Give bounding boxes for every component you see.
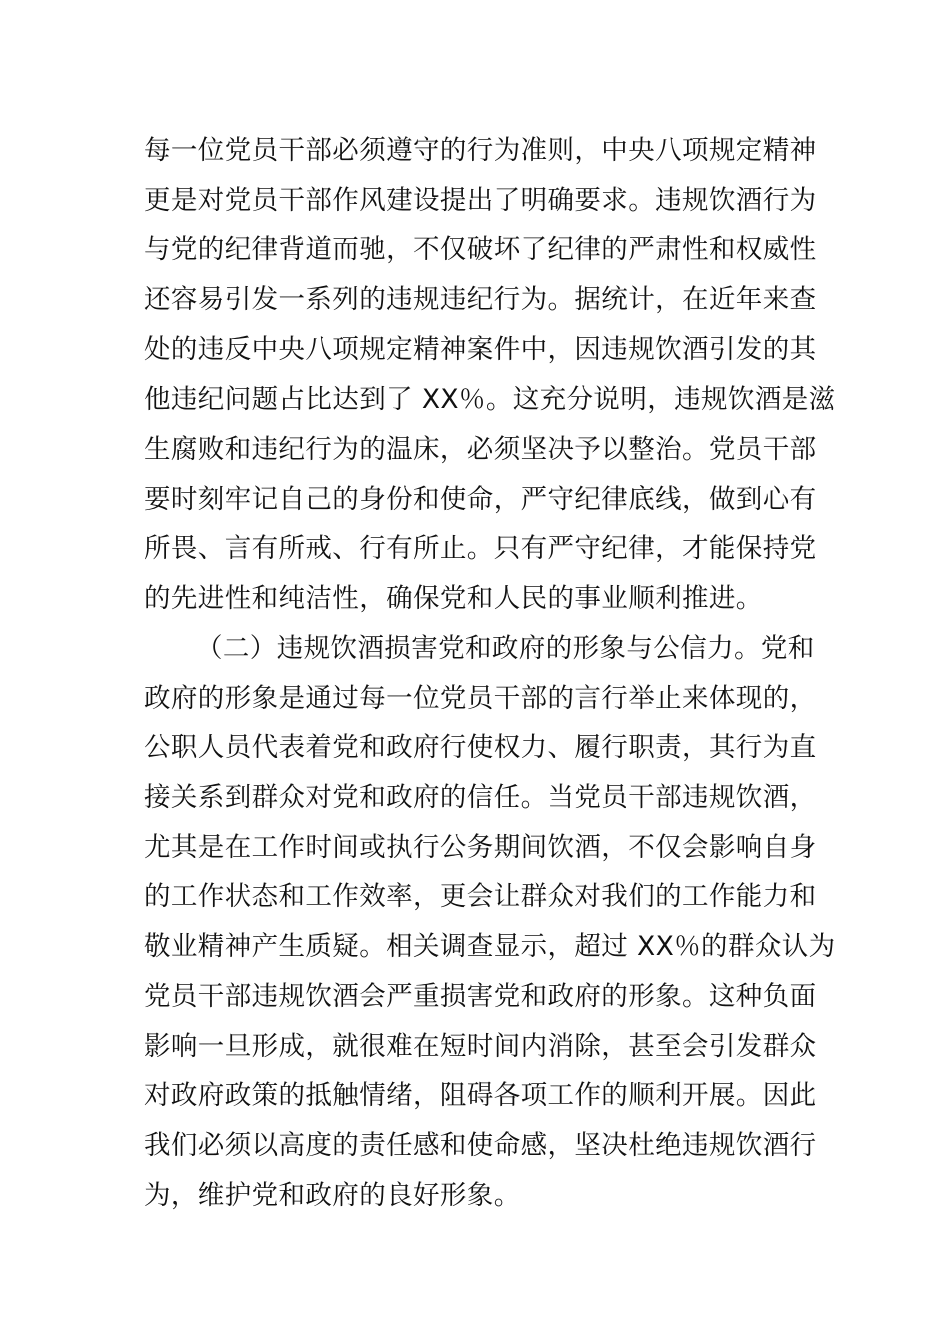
text-line: 他违纪问题占比达到了 XX％。这充分说明，违规饮酒是滋: [144, 384, 836, 415]
text-line: 政府的形象是通过每一位党员干部的言行举止来体现的，: [144, 683, 817, 714]
text-line: 更是对党员干部作风建设提出了明确要求。违规饮酒行为: [144, 185, 817, 216]
text-line: 的先进性和纯洁性，确保党和人民的事业顺利推进。: [144, 583, 763, 614]
text-line: 接关系到群众对党和政府的信任。当党员干部违规饮酒，: [144, 782, 817, 813]
text-line: 我们必须以高度的责任感和使命感，坚决杜绝违规饮酒行: [144, 1130, 817, 1161]
text-line: 影响一旦形成，就很难在短时间内消除，甚至会引发群众: [144, 1031, 817, 1062]
text-line: 处的违反中央八项规定精神案件中，因违规饮酒引发的其: [144, 334, 817, 365]
text-line: 对政府政策的抵触情绪，阻碍各项工作的顺利开展。因此: [144, 1080, 817, 1111]
text-line: 的工作状态和工作效率，更会让群众对我们的工作能力和: [144, 881, 817, 912]
section-heading-line: （二）违规饮酒损害党和政府的形象与公信力。党和: [196, 633, 815, 664]
text-line: 所畏、言有所戒、行有所止。只有严守纪律，才能保持党: [144, 533, 817, 564]
text-line: 与党的纪律背道而驰，不仅破坏了纪律的严肃性和权威性: [144, 234, 817, 265]
text-line: 要时刻牢记自己的身份和使命，严守纪律底线，做到心有: [144, 484, 817, 515]
text-line: 党员干部违规饮酒会严重损害党和政府的形象。这种负面: [144, 981, 817, 1012]
text-line: 敬业精神产生质疑。相关调查显示，超过 XX％的群众认为: [144, 931, 836, 962]
text-line: 为，维护党和政府的良好形象。: [144, 1180, 521, 1211]
text-line: 每一位党员干部必须遵守的行为准则，中央八项规定精神: [144, 135, 817, 166]
text-line: 尤其是在工作时间或执行公务期间饮酒，不仅会影响自身: [144, 832, 817, 863]
text-line: 生腐败和违纪行为的温床，必须坚决予以整治。党员干部: [144, 434, 817, 465]
text-line: 公职人员代表着党和政府行使权力、履行职责，其行为直: [144, 732, 817, 763]
text-line: 还容易引发一系列的违规违纪行为。据统计，在近年来查: [144, 284, 817, 315]
